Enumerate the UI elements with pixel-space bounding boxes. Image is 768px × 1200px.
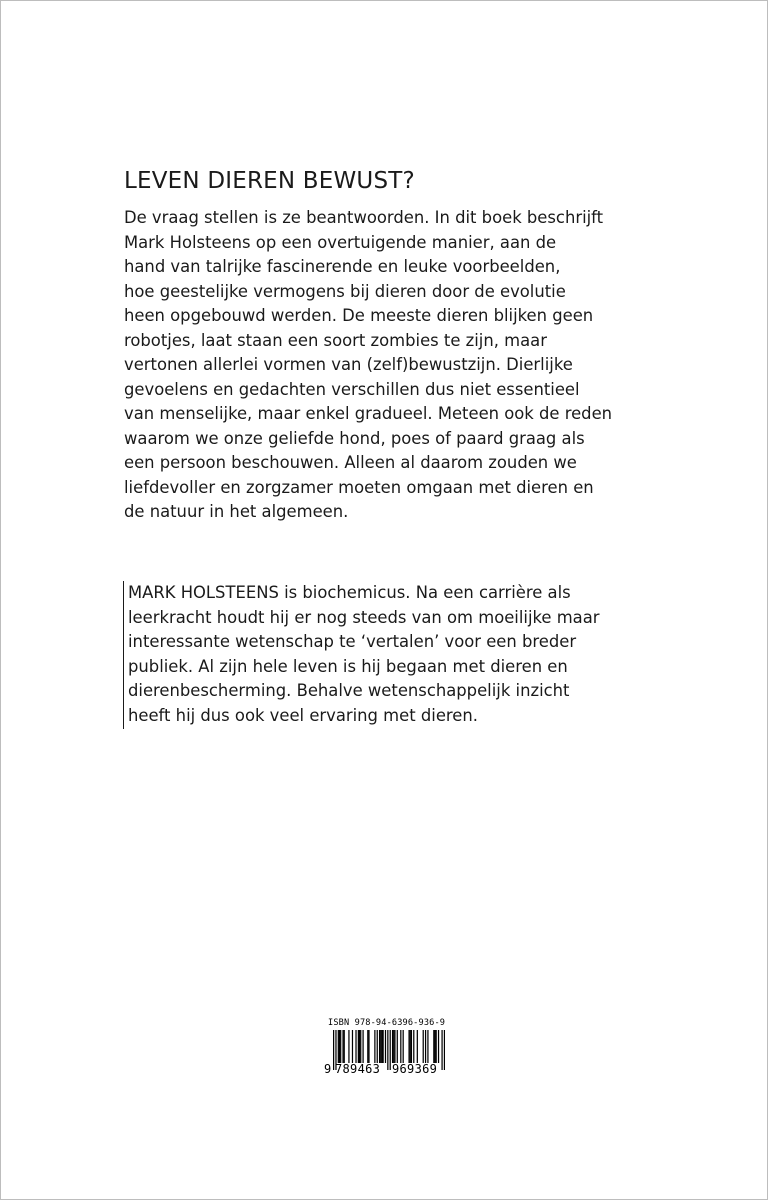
barcode-bar bbox=[392, 1030, 393, 1063]
barcode-bar bbox=[410, 1030, 411, 1063]
barcode-bar bbox=[394, 1030, 395, 1063]
barcode-bar bbox=[441, 1030, 442, 1070]
barcode-bar bbox=[413, 1030, 414, 1063]
barcode-bar bbox=[423, 1030, 424, 1063]
description-line: de natuur in het algemeen. bbox=[124, 502, 349, 521]
bio-line: publiek. Al zijn hele leven is hij begaan met dieren en bbox=[128, 656, 568, 676]
barcode-bar bbox=[358, 1030, 359, 1063]
barcode-bar bbox=[436, 1030, 437, 1063]
barcode-bar bbox=[444, 1030, 445, 1070]
isbn-label: ISBN 978-94-6396-936-9 bbox=[328, 1018, 446, 1028]
bio-line: dierenbescherming. Behalve wetenschappelijk inzicht bbox=[128, 681, 570, 701]
barcode-bar bbox=[438, 1030, 439, 1063]
barcode-bar bbox=[408, 1030, 409, 1063]
barcode-bar bbox=[379, 1030, 380, 1063]
barcode-bar bbox=[393, 1030, 394, 1063]
bio-line: MARK HOLSTEENS is biochemicus. Na een carrière als bbox=[128, 583, 571, 602]
barcode-bar bbox=[403, 1030, 404, 1063]
isbn-first-digit: 9 bbox=[324, 1062, 332, 1076]
barcode-bar bbox=[427, 1030, 428, 1063]
barcode-bar bbox=[425, 1030, 426, 1063]
barcode-bar bbox=[342, 1030, 343, 1063]
barcode-bar bbox=[381, 1030, 382, 1063]
description-line: liefdevoller en zorgzamer moeten omgaan met dieren en bbox=[124, 477, 594, 497]
barcode-bar bbox=[339, 1030, 340, 1063]
description-line: heen opgebouwd werden. De meeste dieren blijken geen bbox=[124, 306, 594, 325]
barcode-bar bbox=[385, 1030, 386, 1063]
barcode-bar bbox=[380, 1030, 381, 1063]
bio-line: interessante wetenschap te ‘vertalen’ voor een breder bbox=[128, 632, 577, 652]
description-line: hand van talrijke fascinerende en leuke voorbeelden, bbox=[124, 257, 561, 276]
author-bio-text bbox=[128, 581, 600, 729]
barcode-bar bbox=[417, 1030, 418, 1063]
description-line: waarom we onze geliefde hond, poes of paard graag als bbox=[124, 428, 585, 448]
barcode-bar bbox=[390, 1030, 391, 1070]
barcode-bar bbox=[352, 1030, 353, 1063]
bio-line: heeft hij dus ook veel ervaring met dieren. bbox=[128, 705, 478, 725]
barcode-bar bbox=[355, 1030, 356, 1063]
barcode-bar bbox=[400, 1030, 401, 1063]
barcode-bar bbox=[377, 1030, 378, 1063]
barcode-bar bbox=[348, 1030, 349, 1063]
barcode-bar bbox=[397, 1030, 398, 1063]
barcode-bar bbox=[411, 1030, 412, 1063]
barcode-bar bbox=[434, 1030, 435, 1063]
bio-line: leerkracht houdt hij er nog steeds van om moeilijke maar bbox=[128, 607, 600, 627]
cover-title: LEVEN DIEREN BEWUST? bbox=[124, 168, 415, 194]
barcode-bar bbox=[368, 1030, 369, 1063]
barcode-bar bbox=[360, 1030, 361, 1063]
barcode-bar bbox=[362, 1030, 363, 1063]
description-line: gevoelens en gedachten verschillen dus niet essentieel bbox=[124, 379, 580, 399]
barcode-bar bbox=[367, 1030, 368, 1063]
description-line: van menselijke, maar enkel gradueel. Meteen ook de reden bbox=[124, 404, 613, 423]
barcode-bar bbox=[383, 1030, 384, 1063]
isbn-right-group: 969369 bbox=[392, 1062, 438, 1076]
description-line: Mark Holsteens op een overtuigende manier, aan de bbox=[124, 232, 557, 252]
author-bio bbox=[123, 581, 600, 729]
isbn-barcode bbox=[324, 1018, 450, 1076]
barcode-bar bbox=[338, 1030, 339, 1063]
description-line: hoe geestelijke vermogens bij dieren door de evolutie bbox=[124, 281, 566, 301]
barcode-bar bbox=[340, 1030, 341, 1063]
barcode-bar bbox=[359, 1030, 360, 1063]
book-description bbox=[124, 206, 644, 525]
barcode-bar bbox=[387, 1030, 388, 1070]
description-line: De vraag stellen is ze beantwoorden. In dit boek beschrijft bbox=[124, 208, 604, 227]
barcode-bar bbox=[374, 1030, 375, 1063]
barcode-bar bbox=[344, 1030, 345, 1063]
description-line: een persoon beschouwen. Alleen al daarom zouden we bbox=[124, 453, 577, 472]
description-line: vertonen allerlei vormen van (zelf)bewustzijn. Dierlijke bbox=[124, 355, 573, 374]
description-line: robotjes, laat staan een soort zombies te zijn, maar bbox=[124, 330, 547, 350]
isbn-left-group: 789463 bbox=[335, 1062, 381, 1076]
barcode-bar bbox=[433, 1030, 434, 1063]
